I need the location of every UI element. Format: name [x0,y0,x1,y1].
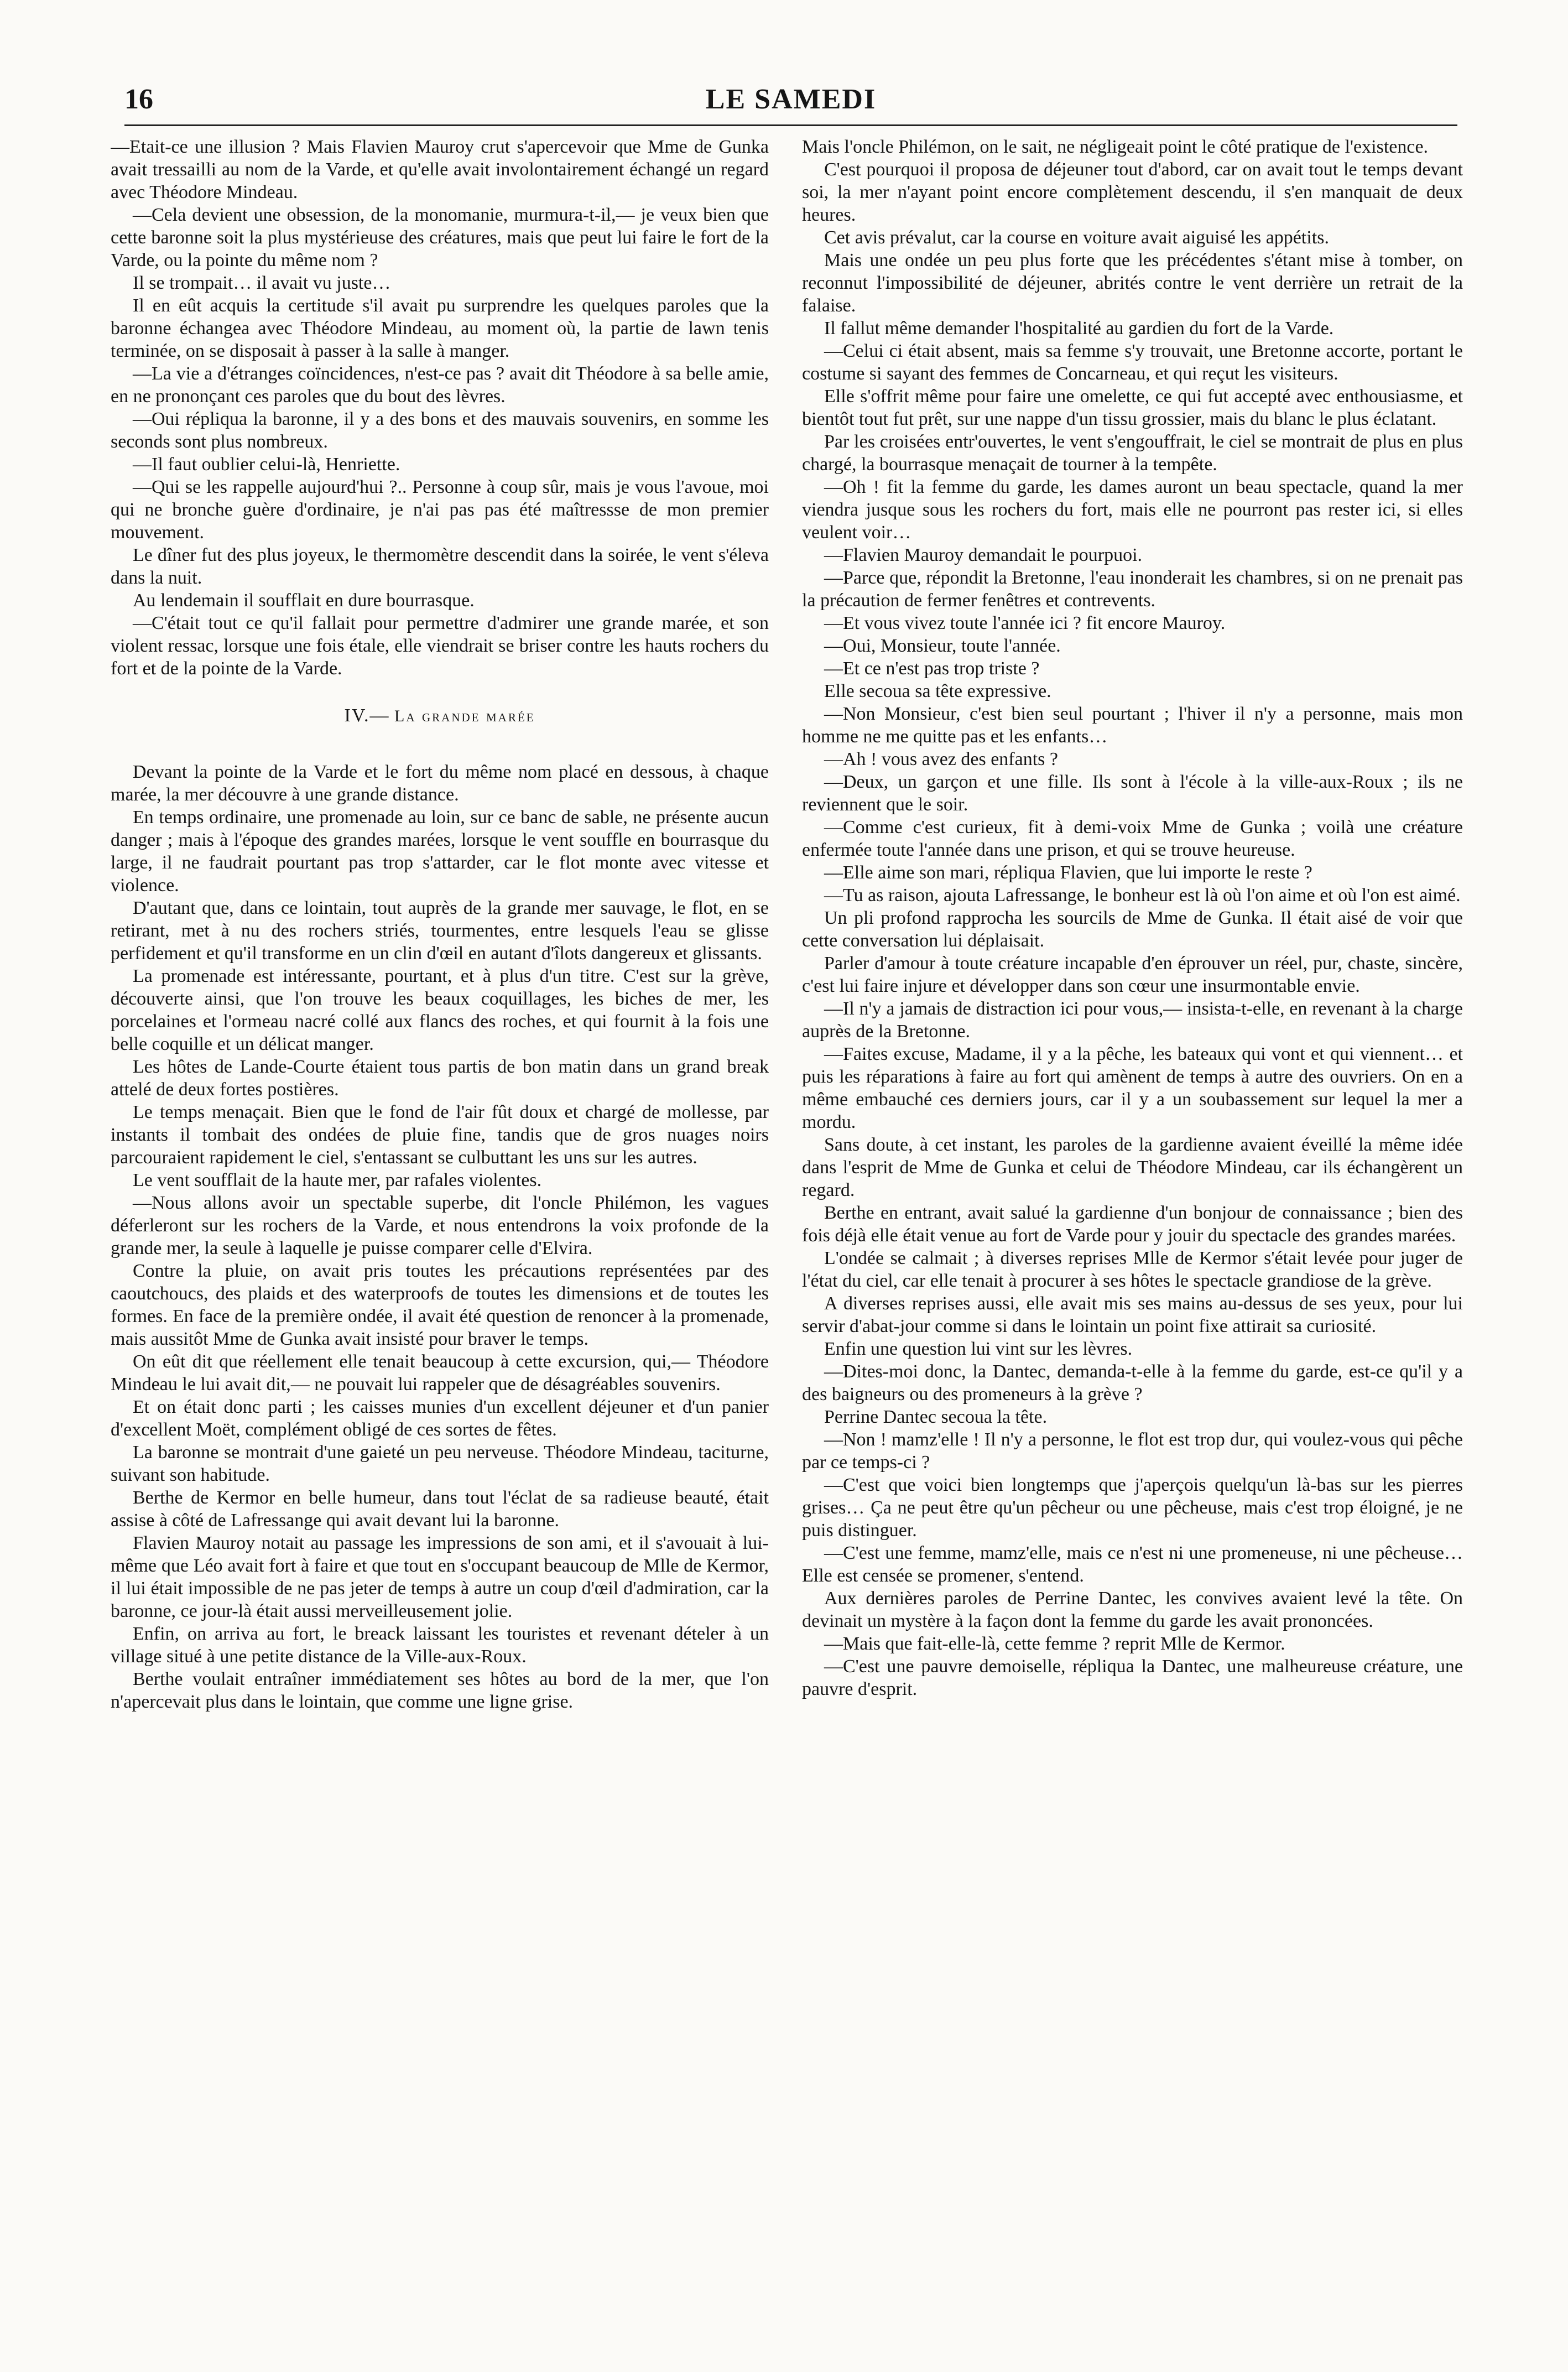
paragraph: Au lendemain il soufflait en dure bourrasque. [133,590,475,611]
paragraph: —Il faut oublier celui-là, Henriette. [133,454,400,475]
paragraph: Devant la pointe de la Varde et le fort du même nom placé en dessous, à chaque marée, la mer découvre à une grande distance. [111,762,769,805]
paragraph: —La vie a d'étranges coïncidences, n'est-ce pas ? avait dit Théodore à sa belle amie, en ne prononçant ces paroles que du bout des lèvres. [111,363,769,407]
paragraph: Et on était donc parti ; les caisses munies d'un excellent déjeuner et d'un panier d'excellent Moët, complément obligé de ces sortes de fêtes. [111,1397,769,1440]
left-paragraphs-before [111,136,769,680]
left-paragraphs-after [111,761,769,1713]
paragraph: Le temps menaçait. Bien que le fond de l'air fût doux et chargé de mollesse, par instants il tombait des ondées de pluie fine, tandis que de gros nuages noirs parcouraient rapidement le ciel, s'entassant se culbuttant les uns sur les autres. [111,1102,769,1168]
paragraph: Enfin, on arriva au fort, le breack laissant les touristes et revenant dételer à un village situé à une petite distance de la Ville-aux-Roux. [111,1624,769,1667]
paragraph: Il en eût acquis la certitude s'il avait pu surprendre les quelques paroles que la baronne échangea avec Théodore Mindeau, au moment où, la partie de lawn tenis terminée, on se disposait à passer à la salle à manger. [111,295,769,361]
paragraph: —Non ! mamz'elle ! Il n'y a personne, le flot est trop dur, qui voulez-vous qui pêche par ce temps-ci ? [802,1429,1463,1473]
paragraph: D'autant que, dans ce lointain, tout auprès de la grande mer sauvage, le flot, en se retirant, met à nu des rochers striés, tourmentes, entre lesquels l'eau se glisse perfidement et qu'il transforme en un clin d'œil en autant d'îlots dangereux et glissants. [111,898,769,964]
right-paragraphs [802,136,1463,1700]
page-number: 16 [124,84,153,115]
paragraph: Mais une ondée un peu plus forte que les précédentes s'étant mise à tomber, on reconnut l'impossibilité de déjeuner, abrités contre le vent derrière un retrait de la falaise. [802,250,1463,316]
paragraph: Par les croisées entr'ouvertes, le vent s'engouffrait, le ciel se montrait de plus en plus chargé, la bourrasque menaçait de tourner à la tempête. [802,431,1463,475]
paragraph: Parler d'amour à toute créature incapable d'en éprouver un réel, pur, chaste, sincère, c'est lui faire injure et développer dans son cœur une insurmontable envie. [802,953,1463,996]
paragraph: —Non Monsieur, c'est bien seul pourtant ; l'hiver il n'y a personne, mais mon homme ne me quitte pas et les enfants… [802,704,1463,747]
paragraph: —Elle aime son mari, répliqua Flavien, que lui importe le reste ? [824,862,1312,883]
page-header [124,83,1457,122]
paragraph: Berthe en entrant, avait salué la gardienne d'un bonjour de connaissance ; bien des fois déjà elle était venue au fort de Varde pour y jouir du spectacle des grandes marées. [802,1203,1463,1246]
paragraph: —Faites excuse, Madame, il y a la pêche, les bateaux qui vont et qui viennent… et puis les réparations à faire au fort qui amènent de temps à autre des ouvriers. On en a même embauché ces derniers jours, car il y a un soubassement sur lequel la mer a mordu. [802,1044,1463,1132]
section-number: IV.— [344,705,390,726]
paragraph: Sans doute, à cet instant, les paroles de la gardienne avaient éveillé la même idée dans l'esprit de Mme de Gunka et celui de Théodore Mindeau, car ils échangèrent un regard. [802,1135,1463,1200]
paragraph: —Ah ! vous avez des enfants ? [824,749,1058,769]
paragraph: Elle secoua sa tête expressive. [824,681,1051,701]
paragraph: —Qui se les rappelle aujourd'hui ?.. Personne à coup sûr, mais je vous l'avoue, moi qui ne bronche guère d'ordinaire, je n'ai pas pas été maîtressse de mon premier mouvement. [111,477,769,543]
paragraph: Berthe voulait entraîner immédiatement ses hôtes au bord de la mer, que l'on n'apercevait plus dans le lointain, que comme une ligne grise. [111,1669,769,1712]
paragraph: —Celui ci était absent, mais sa femme s'y trouvait, une Bretonne accorte, portant le costume si sayant des femmes de Concarneau, et qui reçut les visiteurs. [802,341,1463,384]
journal-title: LE SAMEDI [705,84,877,115]
section-heading [111,704,769,727]
paragraph: —Nous allons avoir un spectable superbe, dit l'oncle Philémon, les vagues déferleront sur les rochers de la Varde, et nous entendrons la voix profonde de la grande mer, la seule à laquelle je puisse comparer celle d'Elvira. [111,1193,769,1258]
paragraph: Cet avis prévalut, car la course en voiture avait aiguisé les appétits. [824,227,1329,248]
paragraph: —Cela devient une obsession, de la monomanie, murmura-t-il,— je veux bien que cette baronne soit la plus mystérieuse des créatures, mais que peut lui faire le fort de la Varde, ou la pointe du même nom ? [111,205,769,271]
paragraph: —Comme c'est curieux, fit à demi-voix Mme de Gunka ; voilà une créature enfermée toute l'année dans une prison, et qui se trouve heureuse. [802,817,1463,860]
section-title: La grande marée [394,707,535,725]
paragraph: —Etait-ce une illusion ? Mais Flavien Mauroy crut s'apercevoir que Mme de Gunka avait tressailli au nom de la Varde, et qu'elle avait involontairement échangé un regard avec Théodore Mindeau. [111,137,769,202]
paragraph: Elle s'offrit même pour faire une omelette, ce qui fut accepté avec enthousiasme, et bientôt tout fut prêt, sur une nappe d'un tissu grossier, mais du blanc le plus éclatant. [802,386,1463,429]
paragraph: En temps ordinaire, une promenade au loin, sur ce banc de sable, ne présente aucun danger ; mais à l'époque des grandes marées, lorsque le vent souffle en bourrasque du large, il ne faudrait pourtant pas trop s'attarder, car le flot monte avec vitesse et violence. [111,807,769,896]
paragraph: —Oui répliqua la baronne, il y a des bons et des mauvais souvenirs, en somme les seconds sont plus nombreux. [111,409,769,452]
paragraph: La promenade est intéressante, pourtant, et à plus d'un titre. C'est sur la grève, découverte ainsi, que l'on trouve les beaux coquillages, les biches de mer, les porcelaines et l'ormeau nacré collé aux flancs des roches, et qui fournit à la fois une belle coquille et un délicat manger. [111,966,769,1054]
paragraph: —Flavien Mauroy demandait le pourpuoi. [824,545,1143,565]
paragraph: C'est pourquoi il proposa de déjeuner tout d'abord, car on avait tout le temps devant soi, la mer n'ayant point encore complètement descendu, il s'en manquait de deux heures. [802,159,1463,225]
paragraph: —Il n'y a jamais de distraction ici pour vous,— insista-t-elle, en revenant à la charge auprès de la Bretonne. [802,998,1463,1042]
paragraph: Le vent soufflait de la haute mer, par rafales violentes. [133,1170,542,1190]
paragraph: —C'était tout ce qu'il fallait pour permettre d'admirer une grande marée, et son violent ressac, lorsque une fois étale, elle viendrait se briser contre les hauts rochers du fort et de la pointe de la Varde. [111,613,769,679]
paragraph: —Et ce n'est pas trop triste ? [824,658,1040,679]
paragraph: Il fallut même demander l'hospitalité au gardien du fort de la Varde. [824,318,1334,339]
paragraph: Flavien Mauroy notait au passage les impressions de son ami, et il s'avouait à lui-même que Léo avait fort à faire et que tout en s'occupant beaucoup de Mlle de Kermor, il lui était impossible de ne pas jeter de temps à autre un coup d'œil d'admiration, car la baronne, ce jour-là était aussi merveilleusement jolie. [111,1533,769,1621]
paragraph: Enfin une question lui vint sur les lèvres. [824,1339,1133,1359]
paragraph: —Oh ! fit la femme du garde, les dames auront un beau spectacle, quand la mer viendra jusque sous les rochers du fort, mais elle ne pourront pas rester ici, si elles veulent voir… [802,477,1463,543]
paragraph: Un pli profond rapprocha les sourcils de Mme de Gunka. Il était aisé de voir que cette conversation lui déplaisait. [802,908,1463,951]
paragraph: Perrine Dantec secoua la tête. [824,1407,1048,1427]
paragraph: —Deux, un garçon et une fille. Ils sont à l'école à la ville-aux-Roux ; ils ne reviennent que le soir. [802,772,1463,815]
paragraph: —Et vous vivez toute l'année ici ? fit encore Mauroy. [824,613,1226,633]
paragraph: —C'est que voici bien longtemps que j'aperçois quelqu'un là-bas sur les pierres grises… Ça ne peut être qu'un pêcheur ou une pêcheuse, mais c'est trop éloigné, je ne puis distinguer. [802,1475,1463,1541]
paragraph: Aux dernières paroles de Perrine Dantec, les convives avaient levé la tête. On devinait un mystère à la façon dont la femme du garde les avait prononcées. [802,1588,1463,1631]
paragraph: Contre la pluie, on avait pris toutes les précautions représentées par des caoutchoucs, des plaids et des waterproofs de toutes les dimensions et de toutes les formes. En face de la première ondée, il avait été question de renoncer à la promenade, mais aussitôt Mme de Gunka avait insisté pour braver le temps. [111,1261,769,1349]
paragraph: L'ondée se calmait ; à diverses reprises Mlle de Kermor s'était levée pour juger de l'état du ciel, car elle tenait à procurer à ses hôtes le spectacle grandiose de la grève. [802,1248,1463,1291]
paragraph: Mais l'oncle Philémon, on le sait, ne négligeait point le côté pratique de l'existence. [802,137,1429,157]
paragraph: —Tu as raison, ajouta Lafressange, le bonheur est là où l'on aime et où l'on est aimé. [824,885,1461,906]
paragraph: —Oui, Monsieur, toute l'année. [824,636,1061,656]
right-column [802,136,1463,2259]
paragraph: Le dîner fut des plus joyeux, le thermomètre descendit dans la soirée, le vent s'éleva dans la nuit. [111,545,769,588]
left-column [111,136,769,2259]
paragraph: A diverses reprises aussi, elle avait mis ses mains au-dessus de ses yeux, pour lui servir d'abat-jour comme si dans le lointain un point fixe attirait sa curiosité. [802,1293,1463,1336]
paragraph: Les hôtes de Lande-Courte étaient tous partis de bon matin dans un grand break attelé de deux fortes postières. [111,1057,769,1100]
paragraph: —C'est une femme, mamz'elle, mais ce n'est ni une promeneuse, ni une pêcheuse… Elle est censée se promener, s'entend. [802,1543,1463,1586]
paragraph: Il se trompait… il avait vu juste… [133,273,391,293]
paragraph: —Parce que, répondit la Bretonne, l'eau inonderait les chambres, si on ne prenait pas la précaution de fermer fenêtres et contrevents. [802,568,1463,611]
paragraph: —Mais que fait-elle-là, cette femme ? reprit Mlle de Kermor. [824,1634,1285,1654]
paragraph: La baronne se montrait d'une gaieté un peu nerveuse. Théodore Mindeau, taciturne, suivant son habitude. [111,1442,769,1485]
paragraph: —Dites-moi donc, la Dantec, demanda-t-elle à la femme du garde, est-ce qu'il y a des baigneurs ou des promeneurs à la grève ? [802,1361,1463,1405]
paragraph: Berthe de Kermor en belle humeur, dans tout l'éclat de sa radieuse beauté, était assise à côté de Lafressange qui avait devant lui la baronne. [111,1487,769,1531]
paragraph: —C'est une pauvre demoiselle, répliqua la Dantec, une malheureuse créature, une pauvre d'esprit. [802,1656,1463,1699]
header-rule [124,124,1457,126]
paragraph: On eût dit que réellement elle tenait beaucoup à cette excursion, qui,— Théodore Mindeau le lui avait dit,— ne pouvait lui rappeler que de désagréables souvenirs. [111,1351,769,1395]
